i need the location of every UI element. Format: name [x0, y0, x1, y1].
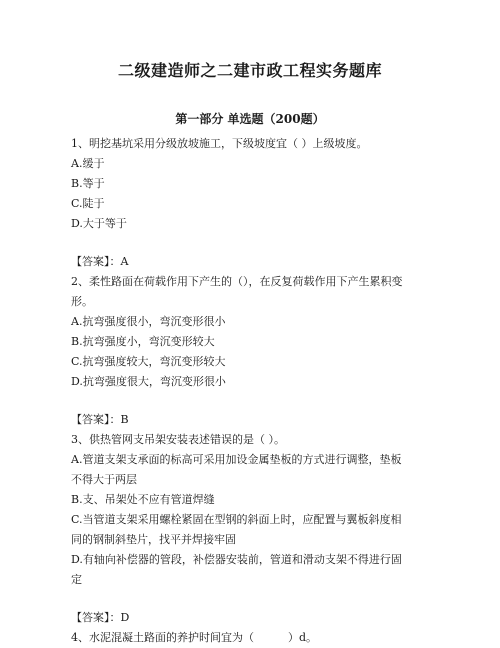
option-a: A.管道支架支承面的标高可采用加设金属垫板的方式进行调整，垫板	[71, 453, 402, 466]
question-stem-continued: 形。	[71, 295, 93, 308]
option-d: D.抗弯强度很大，弯沉变形很小	[71, 375, 226, 388]
answer-2: 【答案】：B	[71, 413, 129, 426]
question-stem-part-2: ）d。	[288, 631, 318, 644]
option-d-continued: 定	[71, 573, 82, 586]
option-c: C.陡于	[71, 197, 105, 210]
document-title: 二级建造师之二建市政工程实务题库	[117, 61, 382, 80]
option-a-continued: 不得大于两层	[71, 473, 137, 486]
answer-3: 【答案】：D	[71, 611, 130, 624]
option-c: C.抗弯强度较大，弯沉变形较大	[71, 355, 226, 368]
question-1	[71, 134, 443, 234]
question-4	[71, 628, 443, 648]
question-list	[71, 134, 443, 648]
option-d: D.大于等于	[71, 217, 127, 230]
option-a: A.抗弯强度很小，弯沉变形很小	[71, 315, 226, 328]
answer-1: 【答案】：A	[71, 255, 129, 268]
question-stem: 2、柔性路面在荷载作用下产生的（），在反复荷载作用下产生累积变	[71, 275, 403, 288]
section-title: 第一部分 单选题（200题）	[175, 112, 325, 126]
option-b: B.抗弯强度小，弯沉变形较大	[71, 335, 215, 348]
option-c: C.当管道支架采用螺栓紧固在型钢的斜面上时，应配置与翼板斜度相	[71, 513, 402, 526]
option-b: B.支、吊架处不应有管道焊缝	[71, 493, 215, 506]
option-a: A.缓于	[71, 157, 105, 170]
option-d: D.有轴向补偿器的管段，补偿器安装前，管道和滑动支架不得进行固	[71, 553, 402, 566]
option-c-continued: 同的钢制斜垫片，找平并焊接牢固	[71, 533, 236, 546]
option-b: B.等于	[71, 177, 105, 190]
question-stem: 1、明挖基坑采用分级放坡施工，下级坡度宜（ ）上级坡度。	[71, 137, 368, 150]
question-2	[71, 272, 443, 392]
question-stem: 3、供热管网支吊架安装表述错误的是（ ）。	[71, 433, 285, 446]
question-3	[71, 430, 443, 590]
question-stem-part-1: 4、水泥混凝土路面的养护时间宜为（	[71, 631, 254, 644]
question-stem	[71, 628, 443, 648]
